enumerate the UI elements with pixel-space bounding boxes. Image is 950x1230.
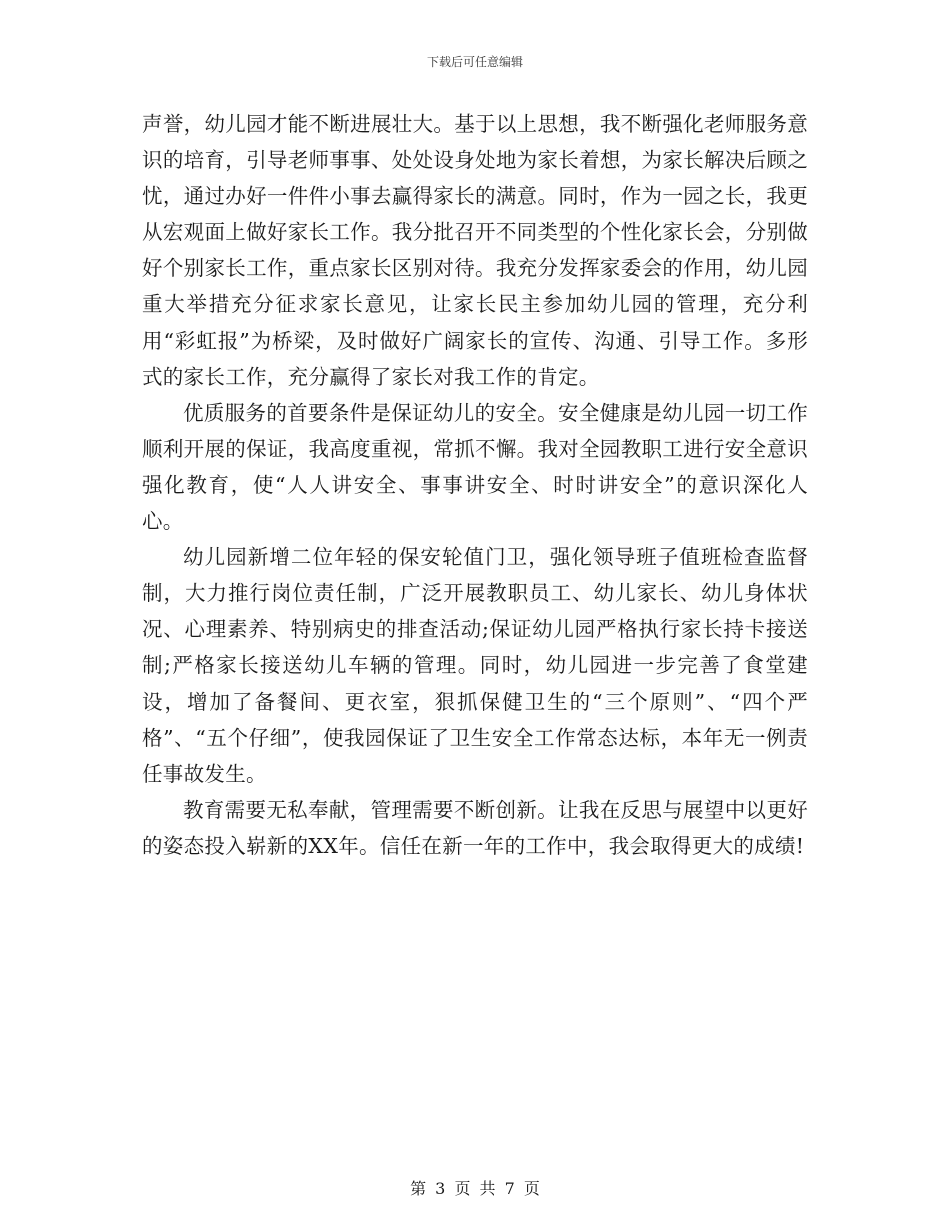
page-footer: 第 3 页 共 7 页: [410, 1179, 540, 1198]
paragraph-1: 声誉，幼儿园才能不断进展壮大。基于以上思想，我不断强化老师服务意识的培育，引导老师事事、处处设身处地为家长着想，为家长解决后顾之忧，通过办好一件件小事去赢得家长的满意。同时，作为一园之长，我更从宏观面上做好家长工作。我分批召开不同类型的个性化家长会，分别做好个别家长工作，重点家长区别对待。我充分发挥家委会的作用，幼儿园重大举措充分征求家长意见，让家长民主参加幼儿园的管理，充分利用“彩虹报”为桥梁，及时做好广阔家长的宣传、沟通、引导工作。多形式的家长工作，充分赢得了家长对我工作的肯定。: [142, 112, 808, 389]
page-header: 下载后可任意编辑: [426, 55, 523, 69]
paragraph-4: 教育需要无私奉献，管理需要不断创新。让我在反思与展望中以更好的姿态投入崭新的XX年。信任在新一年的工作中，我会取得更大的成绩!: [142, 797, 808, 858]
paragraph-3: 幼儿园新增二位年轻的保安轮值门卫，强化领导班子值班检查监督制，大力推行岗位责任制，广泛开展教职员工、幼儿家长、幼儿身体状况、心理素养、特别病史的排查活动;保证幼儿园严格执行家长持卡接送制;严格家长接送幼儿车辆的管理。同时，幼儿园进一步完善了食堂建设，增加了备餐间、更衣室，狠抓保健卫生的“三个原则”、“四个严格”、“五个仔细”，使我园保证了卫生安全工作常态达标，本年无一例责任事故发生。: [142, 545, 808, 786]
document-body: [142, 106, 808, 864]
paragraph-2: 优质服务的首要条件是保证幼儿的安全。安全健康是幼儿园一切工作顺利开展的保证，我高度重视，常抓不懈。我对全园教职工进行安全意识强化教育，使“人人讲安全、事事讲安全、时时讲安全”的意识深化人心。: [142, 400, 808, 534]
